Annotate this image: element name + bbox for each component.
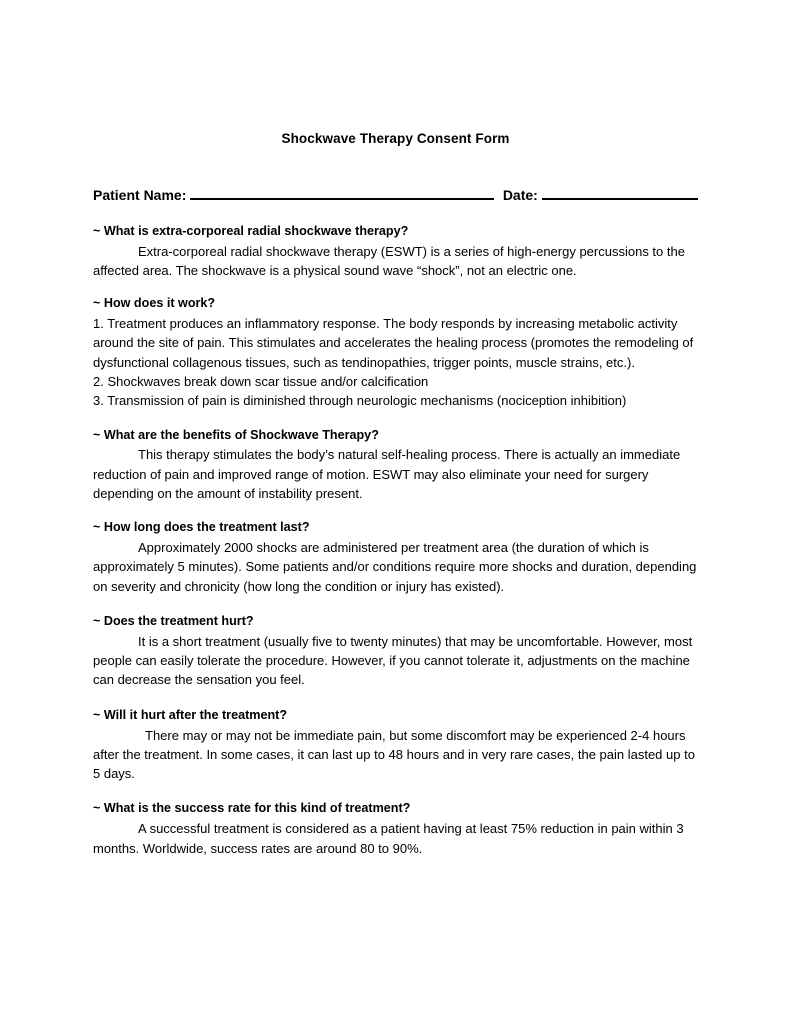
- section-heading: ~ Will it hurt after the treatment?: [93, 707, 288, 722]
- document-body: [93, 222, 699, 858]
- patient-name-label: Patient Name:: [93, 187, 187, 203]
- list-item: 3. Transmission of pain is diminished through neurologic mechanisms (nociception inhibition): [93, 393, 627, 409]
- section-how-does-it-work: [93, 294, 699, 410]
- section-treatment-duration: [93, 518, 699, 596]
- patient-info-row: [93, 185, 698, 205]
- section-heading: ~ What is extra-corporeal radial shockwave therapy?: [93, 224, 409, 238]
- section-paragraph: Extra-corporeal radial shockwave therapy (ESWT) is a series of high-energy percussions to the affected area. The shockwave is a physical sound wave “shock”, not an electric one.: [93, 243, 685, 279]
- list-item: 2. Shockwaves break down scar tissue and/or calcification: [93, 374, 429, 390]
- section-heading: ~ What is the success rate for this kind of treatment?: [93, 801, 411, 816]
- section-what-is-eswt: [93, 222, 699, 280]
- section-paragraph: A successful treatment is considered as a patient having at least 75% reduction in pain within 3 months. Worldwide, success rates are around 80 to 90%.: [93, 821, 684, 856]
- section-paragraph: This therapy stimulates the body’s natural self-healing process. There is actually an immediate reduction of pain and improved range of motion. ESWT may also eliminate your need for surgery depending on the amount of instability present.: [93, 447, 681, 502]
- list-item: 1. Treatment produces an inflammatory response. The body responds by increasing metabolic activity around the site of pain. This stimulates and accelerates the healing process (promotes the remodeling of dysfunctional collagenous tissues, such as tendinopathies, trigger points, muscle strains, etc.).: [93, 316, 694, 370]
- section-heading: ~ Does the treatment hurt?: [93, 614, 254, 629]
- section-paragraph: Approximately 2000 shocks are administered per treatment area (the duration of which is approximately 5 minutes). Some patients and/or conditions require more shocks and duration, depending on severity and chronicity (how long the condition or injury has existed).: [93, 540, 697, 594]
- section-post-treatment-pain: [93, 706, 699, 784]
- section-success-rate: [93, 799, 699, 857]
- section-benefits: [93, 426, 699, 504]
- page-title: Shockwave Therapy Consent Form: [281, 131, 510, 146]
- date-input[interactable]: [542, 185, 698, 200]
- section-paragraph: It is a short treatment (usually five to twenty minutes) that may be uncomfortable. However, most people can easily tolerate the procedure. However, if you cannot tolerate it, adjustments on the machine can decrease the sensation you feel.: [93, 633, 693, 688]
- patient-name-input[interactable]: [190, 185, 493, 200]
- section-heading: ~ How long does the treatment last?: [93, 520, 310, 535]
- section-heading: ~ How does it work?: [93, 296, 216, 311]
- date-label: Date:: [502, 187, 538, 203]
- section-paragraph: There may or may not be immediate pain, but some discomfort may be experienced 2-4 hours after the treatment. In some cases, it can last up to 48 hours and in very rare cases, the pain lasted up to 5 days.: [93, 727, 695, 782]
- section-heading: ~ What are the benefits of Shockwave Therapy?: [93, 427, 379, 442]
- section-treatment-pain: [93, 612, 699, 690]
